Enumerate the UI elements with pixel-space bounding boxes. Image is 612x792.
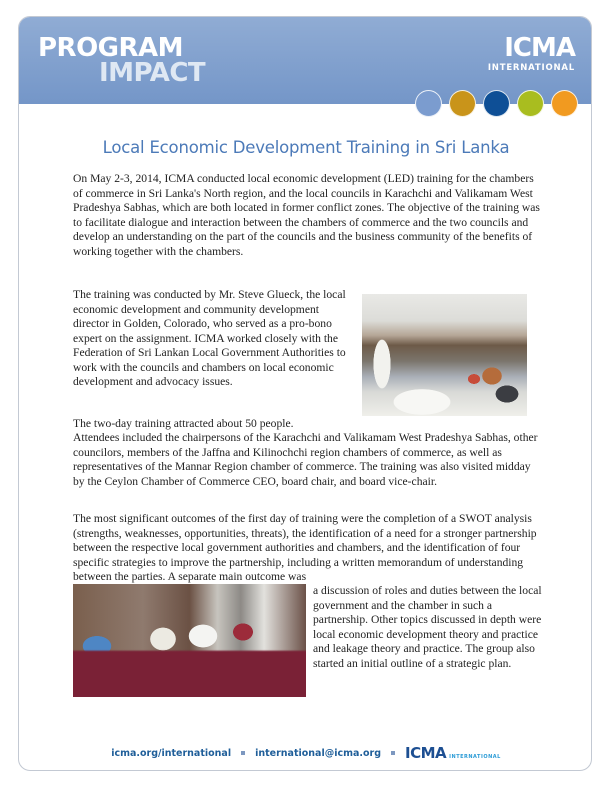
- paragraph-trainer: The training was conducted by Mr. Steve Glueck, the local economic development and community development director in Golden, Colorado, who served as a pro-bono expert on the assignment. ICMA worked closely with the Federation of Sri Lankan Local Government Authorities to work with the councils and chambers on local economic development and advocacy issues.: [73, 288, 346, 388]
- color-dots: [415, 90, 578, 117]
- footer: [0, 744, 612, 762]
- footer-email-link[interactable]: international@icma.org: [255, 747, 382, 759]
- separator-icon: [391, 751, 395, 755]
- dot-icon: [415, 90, 442, 117]
- icma-logo: [488, 35, 575, 73]
- footer-website-link[interactable]: icma.org/international: [111, 747, 232, 759]
- footer-logo-sub: INTERNATIONAL: [449, 754, 501, 760]
- paragraph-outcomes: The most significant outcomes of the first day of training were the completion of a SWOT analysis (strengths, weaknesses, opportunities, threats), the identification of a need for a stronger partnership between the respective local government authorities and chambers, and the identification of four specific strategies to improve the partnership, including a written memorandum of understanding between the parties. A separate main outcome was: [73, 512, 537, 583]
- training-photo-speaker: [362, 294, 527, 416]
- training-photo-attendees: [73, 584, 306, 697]
- separator-icon: [241, 751, 245, 755]
- paragraph-attendance: The two-day training attracted about 50 people.: [73, 417, 294, 430]
- footer-logo: [405, 744, 501, 762]
- paragraph-topics: a discussion of roles and duties between the local government and the chamber in such a partnership. Other topics discussed in depth were local economic development theory and practice and leakage theory and practice. The group also started an initial outline of a strategic plan.: [313, 584, 542, 670]
- paragraph-intro: On May 2-3, 2014, ICMA conducted local economic development (LED) training for the chambers of commerce in Sri Lanka's North region, and the local councils in Karachchi and Valikamam West Pradeshya Sabhas, which are both located in former conflict zones. The objective of the training was to facilitate dialogue and interaction between the chambers of commerce and the two councils and develop an understanding on the part of the councils and the business community of the benefits of working together with the chambers.: [73, 172, 540, 258]
- header-title-line1: PROGRAM: [38, 33, 184, 63]
- dot-icon: [449, 90, 476, 117]
- dot-icon: [517, 90, 544, 117]
- dot-icon: [483, 90, 510, 117]
- logo-sub-text: INTERNATIONAL: [487, 63, 575, 73]
- paragraph-attendees: Attendees included the chairpersons of the Karachchi and Valikamam West Pradeshya Sabhas, other councilors, members of the Jaffna and Kilinochchi region chambers of commerce, as well as representatives of the Mannar Region chamber of commerce. The training was also visited midday by the Ceylon Chamber of Commerce CEO, board chair, and board vice-chair.: [73, 431, 538, 488]
- footer-logo-main: ICMA: [405, 744, 447, 762]
- header-title-line2: IMPACT: [99, 58, 206, 88]
- article-title: Local Economic Development Training in Sri Lanka: [102, 138, 510, 157]
- logo-main-text: ICMA: [504, 33, 575, 63]
- dot-icon: [551, 90, 578, 117]
